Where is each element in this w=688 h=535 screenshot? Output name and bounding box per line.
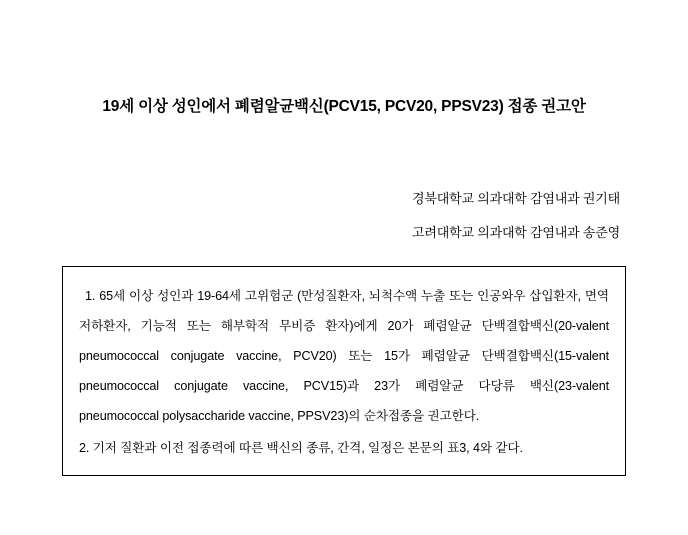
summary-item-1: 1. 65세 이상 성인과 19-64세 고위험군 (만성질환자, 뇌척수액 누출 또는 인공와우 삽입환자, 면역저하환자, 기능적 또는 해부학적 무비증 환자)에게 20가 폐렴알균 단백결합백신(20-valent pneumococcal conjugate vaccine, PCV20) 또는 15가 폐렴알균 단백결합백신(15-valent pneumococcal conjugate vaccine, PCV15)과 23가 폐렴알균 다당류 백신(23-valent pneumococcal polysaccharide vaccine, PPSV23)의 순차접종을 권고한다. bbox=[79, 289, 609, 423]
author-line-2: 고려대학교 의과대학 감염내과 송준영 bbox=[412, 225, 620, 240]
author-block bbox=[0, 182, 620, 250]
page-title: 19세 이상 성인에서 폐렴알균백신(PCV15, PCV20, PPSV23) 접종 권고안 bbox=[102, 98, 586, 116]
summary-item-2: 2. 기저 질환과 이전 접종력에 따른 백신의 종류, 간격, 일정은 본문의 표3, 4와 같다. bbox=[79, 441, 523, 455]
summary-box bbox=[62, 266, 626, 476]
author-line-1: 경북대학교 의과대학 감염내과 권기태 bbox=[412, 191, 620, 206]
